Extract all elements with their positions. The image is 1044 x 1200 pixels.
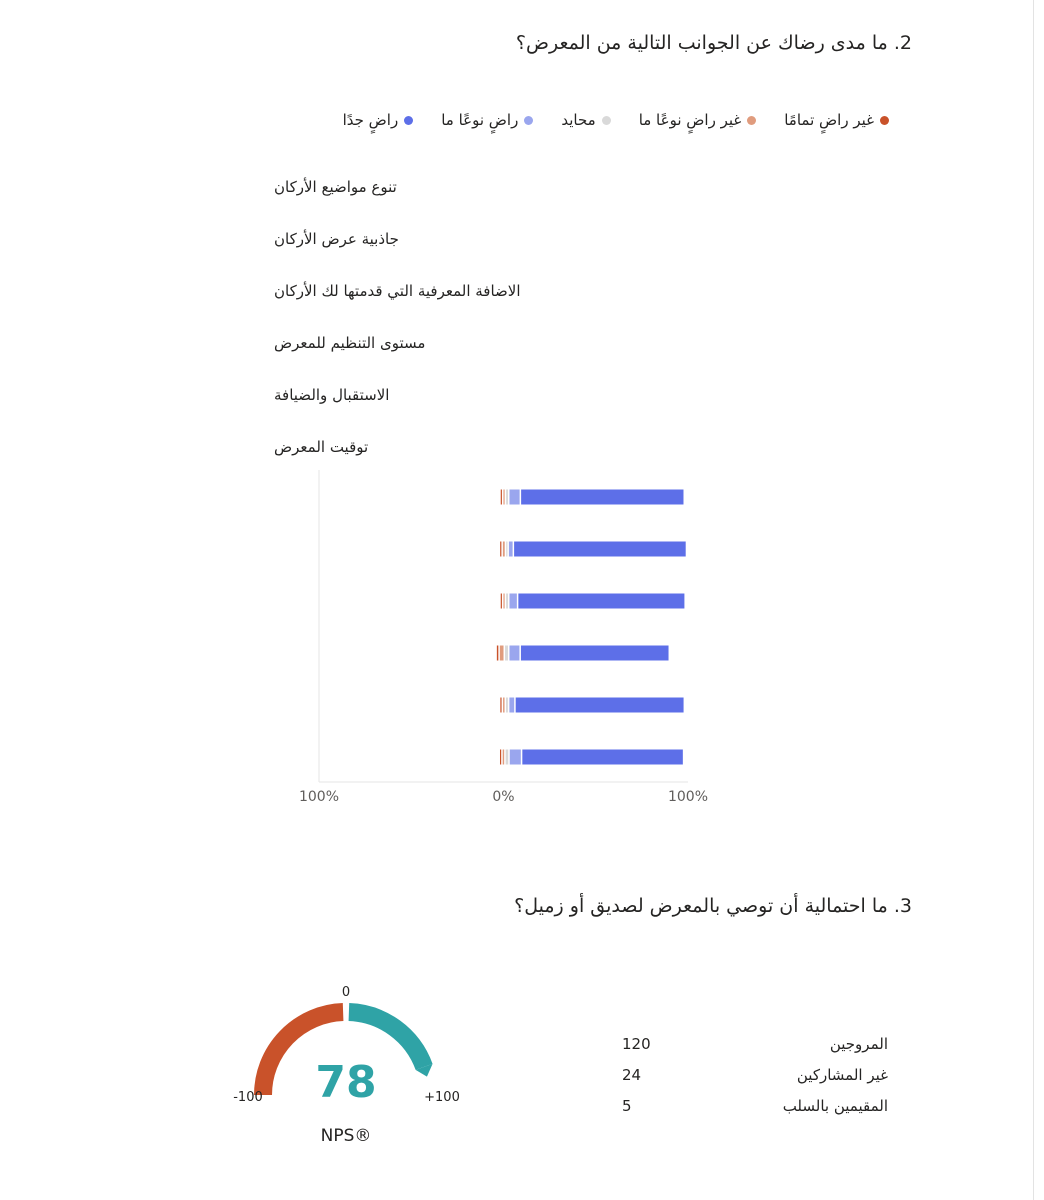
legend-label: راضٍ جدًا — [342, 111, 399, 129]
legend-label: محايد — [561, 111, 596, 129]
x-tick-label-2: 100% — [667, 789, 709, 805]
nps-scale-zero: 0 — [341, 985, 351, 1000]
legend-label: غير راضٍ نوعًا ما — [638, 111, 742, 129]
nps-score: 78 — [315, 1057, 377, 1108]
question-2-title: 2. ما مدى رضاك عن الجوانب التالية من المعرض؟ — [515, 32, 912, 54]
nps-row-value-1: 24 — [622, 1066, 642, 1084]
nps-scale-min: -100 — [233, 1090, 263, 1105]
nps-scale-max: +100 — [424, 1090, 460, 1105]
category-label-3: مستوى التنظيم للمعرض — [274, 334, 426, 352]
legend-label: راضٍ نوعًا ما — [441, 111, 519, 129]
category-label-0: تنوع مواضيع الأركان — [274, 178, 397, 196]
nps-row-value-0: 120 — [622, 1035, 651, 1053]
nps-row-label-2: المقيمين بالسلب — [782, 1097, 888, 1115]
category-label-5: توقيت المعرض — [274, 438, 369, 456]
question-3-title: 3. ما احتمالية أن توصي بالمعرض لصديق أو زميل؟ — [514, 895, 912, 917]
category-label-4: الاستقبال والضيافة — [274, 386, 390, 404]
legend-label: غير راضٍ تمامًا — [784, 111, 874, 129]
nps-brand-label: NPS® — [320, 1126, 372, 1146]
nps-row-label-0: المروجين — [829, 1035, 888, 1053]
category-label-2: الاضافة المعرفية التي قدمتها لك الأركان — [274, 282, 521, 300]
nps-row-label-1: غير المشاركين — [796, 1066, 888, 1084]
category-label-1: جاذبية عرض الأركان — [274, 230, 399, 248]
x-tick-label-0: 100% — [298, 789, 340, 805]
nps-row-value-2: 5 — [622, 1097, 632, 1115]
x-tick-label-1: 0% — [492, 789, 515, 805]
